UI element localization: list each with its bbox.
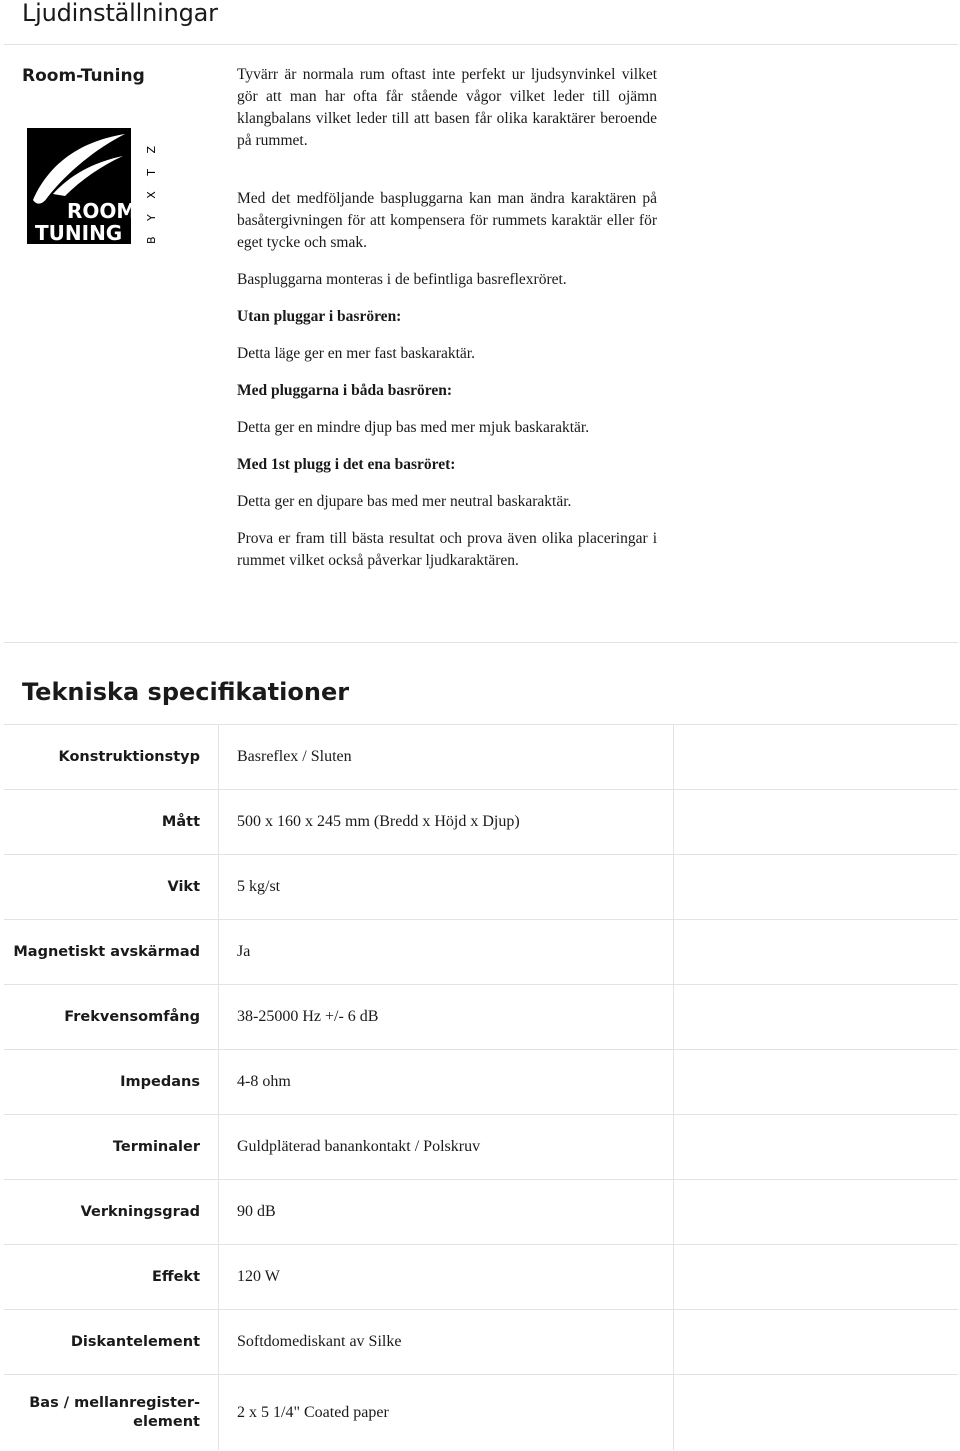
room-tuning-logo-icon <box>27 128 159 246</box>
subheading-no-plugs: Utan pluggar i basrören: <box>237 308 402 325</box>
logo-line2: TUNING <box>35 221 123 245</box>
divider <box>4 44 958 45</box>
spec-value: 120 W <box>219 1245 674 1310</box>
spec-label: Verkningsgrad <box>4 1180 219 1245</box>
spec-label: Konstruktionstyp <box>4 725 219 790</box>
spec-empty-cell <box>674 920 959 985</box>
spec-label: Magnetiskt avskärmad <box>4 920 219 985</box>
spec-empty-cell <box>674 1375 959 1451</box>
table-row <box>4 855 958 920</box>
spec-label: Effekt <box>4 1245 219 1310</box>
spec-value: 90 dB <box>219 1180 674 1245</box>
table-row <box>4 1050 958 1115</box>
spec-value: 2 x 5 1/4" Coated paper <box>219 1375 674 1451</box>
subheading-both-plugs: Med pluggarna i båda basrören: <box>237 382 453 399</box>
page-title: Ljudinställningar <box>22 0 218 27</box>
logo-line1: ROOM <box>67 199 137 223</box>
paragraph-no-plugs: Detta läge ger en mer fast baskaraktär. <box>237 345 475 362</box>
table-row <box>4 1115 958 1180</box>
table-row <box>4 725 958 790</box>
spec-label: Bas / mellanregister-element <box>4 1375 219 1451</box>
spec-value: 500 x 160 x 245 mm (Bredd x Höjd x Djup) <box>219 790 674 855</box>
specs-table <box>4 724 958 1450</box>
paragraph-mounting: Baspluggarna monteras i de befintliga basreflexröret. <box>237 271 567 288</box>
subheading-one-plug: Med 1st plugg i det ena basröret: <box>237 456 456 473</box>
table-row <box>4 920 958 985</box>
paragraph-both-plugs: Detta ger en mindre djup bas med mer mjuk baskaraktär. <box>237 419 590 436</box>
logo-vertical: B Y X T Z <box>145 139 158 244</box>
spec-label: Terminaler <box>4 1115 219 1180</box>
paragraph-one-plug: Detta ger en djupare bas med mer neutral baskaraktär. <box>237 493 572 510</box>
spec-value: Basreflex / Sluten <box>219 725 674 790</box>
spec-label: Frekvensomfång <box>4 985 219 1050</box>
table-row <box>4 1245 958 1310</box>
divider <box>4 642 958 643</box>
spec-value: 4-8 ohm <box>219 1050 674 1115</box>
paragraph-outro: Prova er fram till bästa resultat och prova även olika placeringar i rummet vilket också påverkar ljudkaraktären. <box>237 530 657 569</box>
room-tuning-heading: Room-Tuning <box>22 66 145 86</box>
spec-value: Ja <box>219 920 674 985</box>
spec-empty-cell <box>674 1050 959 1115</box>
table-row <box>4 985 958 1050</box>
spec-empty-cell <box>674 725 959 790</box>
spec-empty-cell <box>674 1115 959 1180</box>
spec-empty-cell <box>674 1180 959 1245</box>
paragraph-plugs: Med det medföljande baspluggarna kan man ändra karaktären på basåtergivningen för att kompensera för rummets karaktär eller för eget tycke och smak. <box>237 190 657 251</box>
table-row <box>4 790 958 855</box>
spec-value: Softdomediskant av Silke <box>219 1310 674 1375</box>
spec-value: Guldpläterad banankontakt / Polskruv <box>219 1115 674 1180</box>
spec-value: 38-25000 Hz +/- 6 dB <box>219 985 674 1050</box>
table-row <box>4 1180 958 1245</box>
spec-value: 5 kg/st <box>219 855 674 920</box>
spec-label: Vikt <box>4 855 219 920</box>
spec-label: Diskantelement <box>4 1310 219 1375</box>
table-row <box>4 1375 958 1451</box>
paragraph-intro: Tyvärr är normala rum oftast inte perfekt ur ljudsynvinkel vilket gör att man har ofta får stående vågor vilket leder till ojämn klangbalans vilket leder till att basen får olika karaktärer beroende på rummet. <box>237 66 657 149</box>
room-tuning-text <box>237 64 657 587</box>
spec-label: Impedans <box>4 1050 219 1115</box>
spec-empty-cell <box>674 1310 959 1375</box>
spec-empty-cell <box>674 855 959 920</box>
specs-heading: Tekniska specifikationer <box>22 678 350 706</box>
spec-empty-cell <box>674 790 959 855</box>
spec-empty-cell <box>674 985 959 1050</box>
spec-label: Mått <box>4 790 219 855</box>
spec-empty-cell <box>674 1245 959 1310</box>
table-row <box>4 1310 958 1375</box>
